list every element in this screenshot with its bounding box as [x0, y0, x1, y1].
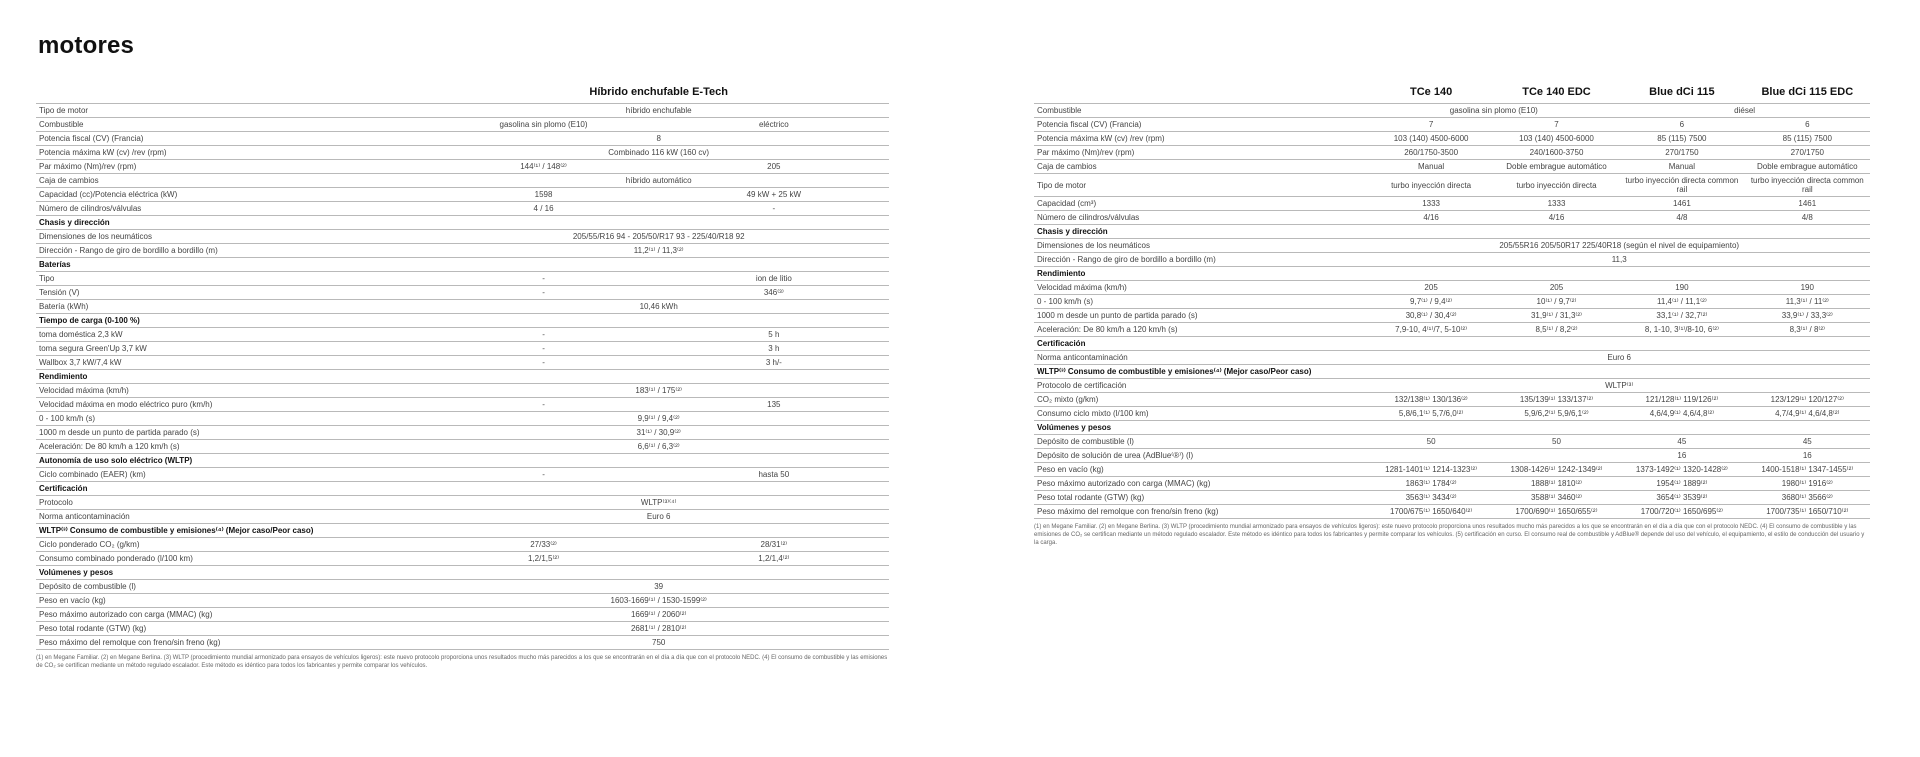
row-value: - [428, 272, 658, 286]
table-row [36, 398, 889, 412]
table-row [36, 202, 889, 216]
row-value: 132/138⁽¹⁾ 130/136⁽²⁾ [1368, 393, 1493, 407]
row-value: 3680⁽¹⁾ 3566⁽²⁾ [1745, 491, 1870, 505]
section-row [1034, 225, 1870, 239]
row-value: 16 [1745, 449, 1870, 463]
row-value: 123/129⁽¹⁾ 120/127⁽²⁾ [1745, 393, 1870, 407]
table-row [36, 426, 889, 440]
section-row [36, 454, 889, 468]
table-row [36, 538, 889, 552]
footnote: (1) en Megane Familiar. (2) en Megane Berlina. (3) WLTP (procedimiento mundial armonizado para ensayos de vehículos ligeros): este nuevo protocolo proporciona unos resultados mucho más parecidos a los que se encontrarán en el día a día que con el protocolo NEDC. (4) El consumo de combustible y las emisiones de CO₂ se certifican mediante un método regulado escalador. Este método es idéntico para todos los fabricantes y permite comparar los vehículos. [36, 655, 888, 669]
row-label: Peso total rodante (GTW) (kg) [36, 622, 428, 636]
row-value: 4 / 16 [428, 202, 658, 216]
row-label: Combustible [1034, 104, 1368, 118]
row-label: Velocidad máxima en modo eléctrico puro (km/h) [36, 398, 428, 412]
section-heading: Rendimiento [36, 370, 889, 384]
row-value [1368, 449, 1493, 463]
row-value: 1954⁽¹⁾ 1889⁽²⁾ [1619, 477, 1744, 491]
section-row [1034, 337, 1870, 351]
row-label: Dirección - Rango de giro de bordillo a bordillo (m) [1034, 253, 1368, 267]
section-row [36, 258, 889, 272]
row-value: 49 kW + 25 kW [659, 188, 889, 202]
table-row [36, 552, 889, 566]
row-label: Batería (kWh) [36, 300, 428, 314]
section-row [36, 216, 889, 230]
row-value: 1461 [1619, 197, 1744, 211]
row-label: Ciclo ponderado CO₂ (g/km) [36, 538, 428, 552]
row-label: Tipo [36, 272, 428, 286]
table-row [1034, 323, 1870, 337]
column-header: TCe 140 [1410, 86, 1453, 98]
table-row [36, 622, 889, 636]
row-label: Aceleración: De 80 km/h a 120 km/h (s) [1034, 323, 1368, 337]
row-label: Par máximo (Nm)/rev (rpm) [36, 160, 428, 174]
row-label: Protocolo [36, 496, 428, 510]
row-label: Consumo ciclo mixto (l/100 km) [1034, 407, 1368, 421]
row-label: Peso máximo del remolque con freno/sin freno (kg) [1034, 505, 1368, 519]
row-value: gasolina sin plomo (E10) [428, 118, 658, 132]
row-value: 1281-1401⁽¹⁾ 1214-1323⁽²⁾ [1368, 463, 1493, 477]
row-value: 9,7⁽¹⁾ / 9,4⁽²⁾ [1368, 295, 1493, 309]
row-label: Tensión (V) [36, 286, 428, 300]
row-label: Aceleración: De 80 km/h a 120 km/h (s) [36, 440, 428, 454]
row-value: 11,3 [1368, 253, 1870, 267]
row-value: 27/33⁽²⁾ [428, 538, 658, 552]
row-value: 190 [1619, 281, 1744, 295]
section-heading: Certificación [36, 482, 889, 496]
row-value: - [428, 398, 658, 412]
row-label: Peso total rodante (GTW) (kg) [1034, 491, 1368, 505]
row-label: toma segura Green'Up 3,7 kW [36, 342, 428, 356]
section-heading: Autonomía de uso solo eléctrico (WLTP) [36, 454, 889, 468]
table-row [1034, 174, 1870, 197]
row-value: 6 [1745, 118, 1870, 132]
row-value: 85 (115) 7500 [1745, 132, 1870, 146]
row-label: Depósito de combustible (l) [36, 580, 428, 594]
table-row [36, 342, 889, 356]
table-row [36, 636, 889, 650]
table-row [1034, 239, 1870, 253]
section-heading: WLTP⁽³⁾ Consumo de combustible y emisiones⁽⁴⁾ (Mejor caso/Peor caso) [1034, 365, 1870, 379]
table-row [36, 230, 889, 244]
section-row [36, 566, 889, 580]
row-value: 4,6/4,9⁽¹⁾ 4,6/4,8⁽²⁾ [1619, 407, 1744, 421]
row-value: 240/1600-3750 [1494, 146, 1619, 160]
engines-spec-table [1034, 85, 1870, 519]
table-row [36, 580, 889, 594]
engines-spec-panel [1034, 85, 1870, 547]
table-row [1034, 463, 1870, 477]
row-value: 260/1750-3500 [1368, 146, 1493, 160]
row-value: 103 (140) 4500-6000 [1368, 132, 1493, 146]
section-row [1034, 267, 1870, 281]
row-value: - [428, 468, 658, 482]
table-row [1034, 351, 1870, 365]
table-row [36, 300, 889, 314]
row-value: 1400-1518⁽¹⁾ 1347-1455⁽²⁾ [1745, 463, 1870, 477]
row-value: 1461 [1745, 197, 1870, 211]
table-row [1034, 281, 1870, 295]
table-row [36, 272, 889, 286]
table-row [1034, 477, 1870, 491]
row-value: Doble embrague automático [1494, 160, 1619, 174]
row-value: 16 [1619, 449, 1744, 463]
row-label: Peso en vacío (kg) [36, 594, 428, 608]
row-value: 190 [1745, 281, 1870, 295]
row-value: Manual [1619, 160, 1744, 174]
row-label: Peso máximo del remolque con freno/sin freno (kg) [36, 636, 428, 650]
table-row [36, 188, 889, 202]
table-row [1034, 211, 1870, 225]
row-value: 121/128⁽¹⁾ 119/126⁽²⁾ [1619, 393, 1744, 407]
table-row [36, 244, 889, 258]
row-label: Dimensiones de los neumáticos [1034, 239, 1368, 253]
row-value: híbrido enchufable [428, 104, 889, 118]
row-value: hasta 50 [659, 468, 889, 482]
row-value: 5 h [659, 328, 889, 342]
table-row [36, 440, 889, 454]
table-row [36, 356, 889, 370]
row-label: toma doméstica 2,3 kW [36, 328, 428, 342]
row-value: WLTP⁽³⁾⁽⁴⁾ [428, 496, 889, 510]
row-value: - [428, 342, 658, 356]
row-value: 7 [1494, 118, 1619, 132]
row-value: diésel [1619, 104, 1870, 118]
table-row [36, 160, 889, 174]
row-value: 10,46 kWh [428, 300, 889, 314]
section-row [1034, 421, 1870, 435]
table-row [1034, 104, 1870, 118]
row-value: Manual [1368, 160, 1493, 174]
table-row [1034, 146, 1870, 160]
row-value: 8, 1-10, 3⁽¹⁾/8-10, 6⁽²⁾ [1619, 323, 1744, 337]
section-row [36, 314, 889, 328]
table-row [36, 412, 889, 426]
column-header: TCe 140 EDC [1522, 86, 1591, 98]
row-value: 1333 [1368, 197, 1493, 211]
table-row [1034, 379, 1870, 393]
row-label: Potencia fiscal (CV) (Francia) [36, 132, 428, 146]
row-label: Número de cilindros/válvulas [1034, 211, 1368, 225]
row-label: Dimensiones de los neumáticos [36, 230, 428, 244]
row-value: 4/8 [1745, 211, 1870, 225]
row-label: Depósito de solución de urea (AdBlue⁽®⁾) (l) [1034, 449, 1368, 463]
row-value: 30,8⁽¹⁾ / 30,4⁽²⁾ [1368, 309, 1493, 323]
row-value: 1700/675⁽¹⁾ 1650/640⁽²⁾ [1368, 505, 1493, 519]
row-value: 3563⁽¹⁾ 3434⁽²⁾ [1368, 491, 1493, 505]
row-value: turbo inyección directa common rail [1745, 174, 1870, 197]
row-label: CO₂ mixto (g/km) [1034, 393, 1368, 407]
row-value: 9,9⁽¹⁾ / 9,4⁽²⁾ [428, 412, 889, 426]
row-value: 1700/735⁽¹⁾ 1650/710⁽²⁾ [1745, 505, 1870, 519]
row-value: 5,8/6,1⁽¹⁾ 5,7/6,0⁽²⁾ [1368, 407, 1493, 421]
row-label: 0 - 100 km/h (s) [36, 412, 428, 426]
table-row [1034, 449, 1870, 463]
row-value: ion de litio [659, 272, 889, 286]
row-value: 8,3⁽¹⁾ / 8⁽²⁾ [1745, 323, 1870, 337]
section-heading: Certificación [1034, 337, 1870, 351]
row-value: 103 (140) 4500-6000 [1494, 132, 1619, 146]
table-row [36, 328, 889, 342]
row-value: 4/16 [1494, 211, 1619, 225]
row-value: 8,5⁽¹⁾ / 8,2⁽²⁾ [1494, 323, 1619, 337]
row-label: Potencia máxima kW (cv) /rev (rpm) [1034, 132, 1368, 146]
row-value: 85 (115) 7500 [1619, 132, 1744, 146]
row-value: gasolina sin plomo (E10) [1368, 104, 1619, 118]
row-value: 4/16 [1368, 211, 1493, 225]
table-row [1034, 253, 1870, 267]
row-value: - [428, 328, 658, 342]
table-row [36, 384, 889, 398]
row-value: 50 [1368, 435, 1493, 449]
row-label: Número de cilindros/válvulas [36, 202, 428, 216]
row-value: - [428, 286, 658, 300]
section-heading: Chasis y dirección [1034, 225, 1870, 239]
row-value: - [428, 356, 658, 370]
row-label: Wallbox 3,7 kW/7,4 kW [36, 356, 428, 370]
table-row [1034, 160, 1870, 174]
row-value: - [659, 202, 889, 216]
row-value: Euro 6 [428, 510, 889, 524]
row-label: Tipo de motor [1034, 174, 1368, 197]
row-label: Par máximo (Nm)/rev (rpm) [1034, 146, 1368, 160]
row-label: Caja de cambios [36, 174, 428, 188]
row-value: 205 [1494, 281, 1619, 295]
row-label: Velocidad máxima (km/h) [36, 384, 428, 398]
row-value: 45 [1745, 435, 1870, 449]
row-value: 135/139⁽¹⁾ 133/137⁽²⁾ [1494, 393, 1619, 407]
row-value: Doble embrague automático [1745, 160, 1870, 174]
row-value: 8 [428, 132, 889, 146]
row-value: Combinado 116 kW (160 cv) [428, 146, 889, 160]
table-row [36, 496, 889, 510]
row-value: turbo inyección directa [1494, 174, 1619, 197]
row-value: 11,4⁽¹⁾ / 11,1⁽²⁾ [1619, 295, 1744, 309]
row-label: Peso en vacío (kg) [1034, 463, 1368, 477]
row-label: Protocolo de certificación [1034, 379, 1368, 393]
row-value: 270/1750 [1745, 146, 1870, 160]
row-label: 0 - 100 km/h (s) [1034, 295, 1368, 309]
table-row [36, 608, 889, 622]
row-value: 750 [428, 636, 889, 650]
table-row [1034, 132, 1870, 146]
row-value: 6,6⁽¹⁾ / 6,3⁽²⁾ [428, 440, 889, 454]
table-row [1034, 435, 1870, 449]
row-value: 4,7/4,9⁽¹⁾ 4,6/4,8⁽²⁾ [1745, 407, 1870, 421]
row-value: 33,1⁽¹⁾ / 32,7⁽²⁾ [1619, 309, 1744, 323]
row-value: 10⁽¹⁾ / 9,7⁽²⁾ [1494, 295, 1619, 309]
row-label: Depósito de combustible (l) [1034, 435, 1368, 449]
table-row [1034, 197, 1870, 211]
section-heading: Rendimiento [1034, 267, 1870, 281]
row-label: 1000 m desde un punto de partida parado (s) [1034, 309, 1368, 323]
table-row [36, 104, 889, 118]
row-value: 1333 [1494, 197, 1619, 211]
table-row [1034, 295, 1870, 309]
row-value: turbo inyección directa [1368, 174, 1493, 197]
row-label: Potencia fiscal (CV) (Francia) [1034, 118, 1368, 132]
row-value: 28/31⁽²⁾ [659, 538, 889, 552]
row-label: Norma anticontaminación [36, 510, 428, 524]
row-value: 1,2/1,4⁽²⁾ [659, 552, 889, 566]
table-row [36, 286, 889, 300]
row-value: 3588⁽¹⁾ 3460⁽²⁾ [1494, 491, 1619, 505]
row-value: 11,3⁽¹⁾ / 11⁽²⁾ [1745, 295, 1870, 309]
section-heading: Baterías [36, 258, 889, 272]
section-heading: Volúmenes y pesos [36, 566, 889, 580]
table-row [1034, 309, 1870, 323]
row-label: Peso máximo autorizado con carga (MMAC) (kg) [36, 608, 428, 622]
row-value: 1603-1669⁽¹⁾ / 1530-1599⁽²⁾ [428, 594, 889, 608]
section-heading: Chasis y dirección [36, 216, 889, 230]
footnote: (1) en Megane Familiar. (2) en Megane Berlina. (3) WLTP (procedimiento mundial armonizado para ensayos de vehículos ligeros): este nuevo protocolo proporciona unos resultados mucho más parecidos a los que se encontrarán en el día a día que con el protocolo NEDC. (4) El consumo de combustible y las emisiones de CO₂ se certifican mediante un método regulado escalador. Este método es idéntico para todos los fabricantes y permite comparar los vehículos. (5) certificación en curso. El consumo real de combustible y AdBlue® depende del uso del vehículo, el equipamiento, el estilo de conducción del usuario y la carga. [1034, 524, 1865, 546]
row-value: 1700/690⁽¹⁾ 1650/655⁽²⁾ [1494, 505, 1619, 519]
row-value: 270/1750 [1619, 146, 1744, 160]
row-value: 31⁽¹⁾ / 30,9⁽²⁾ [428, 426, 889, 440]
hybrid-spec-table [36, 85, 889, 650]
row-value: 4/8 [1619, 211, 1744, 225]
table-row [1034, 491, 1870, 505]
row-value: 6 [1619, 118, 1744, 132]
row-value: 5,9/6,2⁽¹⁾ 5,9/6,1⁽²⁾ [1494, 407, 1619, 421]
hybrid-spec-panel [36, 85, 889, 670]
row-value: 3 h/- [659, 356, 889, 370]
section-row [36, 370, 889, 384]
row-value: Euro 6 [1368, 351, 1870, 365]
section-row [36, 524, 889, 538]
row-value: 135 [659, 398, 889, 412]
row-value: 183⁽¹⁾ / 175⁽²⁾ [428, 384, 889, 398]
row-label: Caja de cambios [1034, 160, 1368, 174]
row-value: 205 [659, 160, 889, 174]
row-value: 7 [1368, 118, 1493, 132]
row-value: híbrido automático [428, 174, 889, 188]
row-value: 31,9⁽¹⁾ / 31,3⁽²⁾ [1494, 309, 1619, 323]
row-label: Combustible [36, 118, 428, 132]
table-row [1034, 118, 1870, 132]
row-value: eléctrico [659, 118, 889, 132]
row-value: 1,2/1,5⁽²⁾ [428, 552, 658, 566]
section-heading: Volúmenes y pesos [1034, 421, 1870, 435]
row-value: 144⁽¹⁾ / 148⁽²⁾ [428, 160, 658, 174]
row-value: 39 [428, 580, 889, 594]
row-value: 2681⁽¹⁾ / 2810⁽²⁾ [428, 622, 889, 636]
table-row [36, 468, 889, 482]
table-row [1034, 407, 1870, 421]
row-value: 1980⁽¹⁾ 1916⁽²⁾ [1745, 477, 1870, 491]
table-row [36, 146, 889, 160]
table-row [1034, 505, 1870, 519]
row-label: Ciclo combinado (EAER) (km) [36, 468, 428, 482]
row-value: 205/55/R16 94 - 205/50/R17 93 - 225/40/R18 92 [428, 230, 889, 244]
row-label: Capacidad (cm³) [1034, 197, 1368, 211]
row-value: 33,9⁽¹⁾ / 33,3⁽²⁾ [1745, 309, 1870, 323]
table-row [36, 594, 889, 608]
row-label: Peso máximo autorizado con carga (MMAC) (kg) [1034, 477, 1368, 491]
row-value [1494, 449, 1619, 463]
table-row [36, 118, 889, 132]
row-value: 1308-1426⁽¹⁾ 1242-1349⁽²⁾ [1494, 463, 1619, 477]
table-row [1034, 393, 1870, 407]
row-value: 50 [1494, 435, 1619, 449]
row-label: Dirección - Rango de giro de bordillo a bordillo (m) [36, 244, 428, 258]
row-label: Norma anticontaminación [1034, 351, 1368, 365]
table-row [36, 510, 889, 524]
section-row [1034, 365, 1870, 379]
row-value: turbo inyección directa common rail [1619, 174, 1744, 197]
row-label: Capacidad (cc)/Potencia eléctrica (kW) [36, 188, 428, 202]
page-title: motores [38, 32, 135, 59]
row-value: 7,9-10, 4⁽¹⁾/7, 5-10⁽²⁾ [1368, 323, 1493, 337]
row-value: 1888⁽¹⁾ 1810⁽²⁾ [1494, 477, 1619, 491]
row-value: 205 [1368, 281, 1493, 295]
row-value: 1700/720⁽¹⁾ 1650/695⁽²⁾ [1619, 505, 1744, 519]
row-value: WLTP⁽³⁾ [1368, 379, 1870, 393]
section-heading: WLTP⁽³⁾ Consumo de combustible y emisiones⁽⁴⁾ (Mejor caso/Peor caso) [36, 524, 889, 538]
row-value: 3 h [659, 342, 889, 356]
row-value: 11,2⁽¹⁾ / 11,3⁽²⁾ [428, 244, 889, 258]
row-value: 3654⁽¹⁾ 3539⁽²⁾ [1619, 491, 1744, 505]
row-value: 205/55R16 205/50R17 225/40R18 (según el nivel de equipamiento) [1368, 239, 1870, 253]
column-header: Híbrido enchufable E-Tech [589, 86, 728, 98]
table-row [36, 174, 889, 188]
row-label: 1000 m desde un punto de partida parado (s) [36, 426, 428, 440]
section-heading: Tiempo de carga (0-100 %) [36, 314, 889, 328]
row-value: 1863⁽¹⁾ 1784⁽²⁾ [1368, 477, 1493, 491]
table-row [36, 132, 889, 146]
row-label: Consumo combinado ponderado (l/100 km) [36, 552, 428, 566]
row-value: 346⁽³⁾ [659, 286, 889, 300]
column-header: Blue dCi 115 [1649, 86, 1715, 98]
row-value: 1373-1492⁽¹⁾ 1320-1428⁽²⁾ [1619, 463, 1744, 477]
row-label: Potencia máxima kW (cv) /rev (rpm) [36, 146, 428, 160]
row-value: 1598 [428, 188, 658, 202]
section-row [36, 482, 889, 496]
column-header: Blue dCi 115 EDC [1761, 86, 1854, 98]
row-value: 1669⁽¹⁾ / 2060⁽²⁾ [428, 608, 889, 622]
row-value: 45 [1619, 435, 1744, 449]
row-label: Tipo de motor [36, 104, 428, 118]
row-label: Velocidad máxima (km/h) [1034, 281, 1368, 295]
